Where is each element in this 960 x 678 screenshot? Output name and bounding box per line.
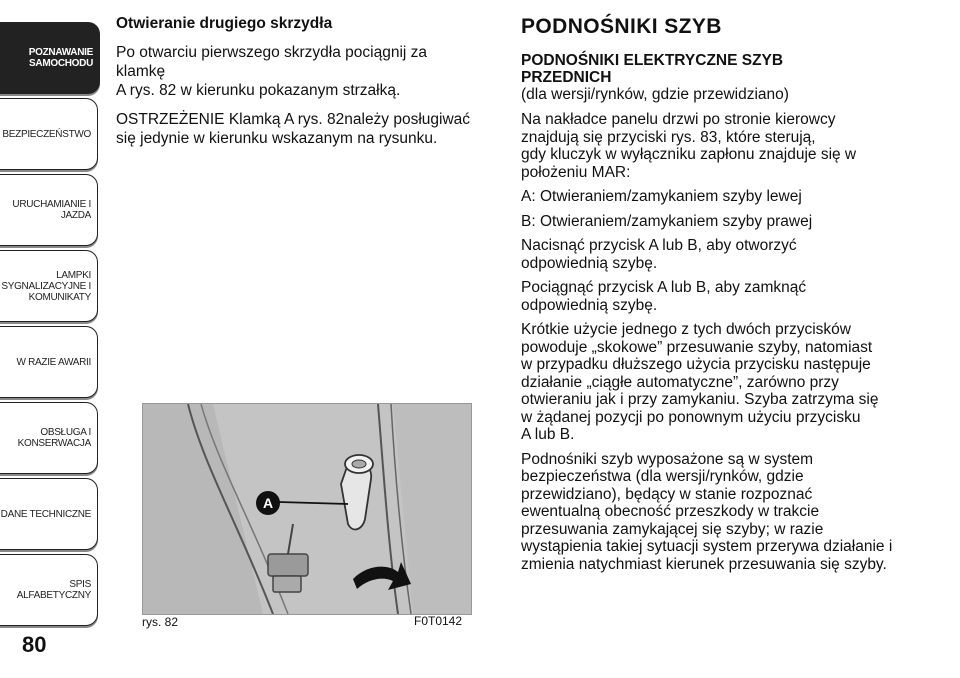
tab-label: OBSŁUGA I KONSERWACJA — [17, 427, 91, 449]
tab-dane-techniczne[interactable] — [0, 478, 98, 550]
left-column — [116, 14, 476, 158]
subsection-title: PODNOŚNIKI ELEKTRYCZNE SZYB PRZEDNICH — [521, 51, 784, 86]
paragraph: Na nakładce panelu drzwi po stronie kierowcy znajdują się przyciski rys. 83, które sterują, gdy kluczyk w wyłączniku zapłonu znajduje się w położeniu MAR: — [521, 111, 857, 181]
section-title: PODNOŚNIKI SZYB — [521, 15, 722, 38]
tab-bezpieczenstwo[interactable] — [0, 98, 98, 170]
paragraph: Podnośniki szyb wyposażone są w system bezpieczeństwa (dla wersji/rynków, gdzie przewidziano), będący w stanie rozpoznać ewentualną obecność przeszkody w trakcie przesuwania zamykającej się szyby; w razie wystąpienia takiej sytuacji system przerywa działanie i zmienia natychmiast kierunek przesuwania się szyby. — [521, 450, 893, 573]
paragraph: Krótkie użycie jednego z tych dwóch przycisków powoduje „skokowe” przesuwanie szyby, natomiast w przypadku dłuższego użycia przycisku następuje działanie „ciągłe automatyczne”, zarówno przy otwieraniu jak i przy zamykaniu. Szyba zatrzyma się w żądanej pozycji po ponownym użyciu przycisku A lub B. — [521, 321, 879, 443]
paragraph: Pociągnąć przycisk A lub B, aby zamknąć odpowiednią szybę. — [521, 279, 807, 314]
tab-uruchamianie-i-jazda[interactable] — [0, 174, 98, 246]
section-heading: Otwieranie drugiego skrzydła — [116, 15, 333, 32]
right-column — [521, 15, 921, 580]
tab-label: BEZPIECZEŃSTWO — [2, 128, 91, 140]
tab-spis-alfabetyczny[interactable] — [0, 554, 98, 626]
page-number: 80 — [22, 632, 47, 657]
tab-label: DANE TECHNICZNE — [0, 508, 91, 520]
tab-lampki-sygnalizacyjne[interactable] — [0, 250, 98, 322]
tab-label: URUCHAMIANIE I JAZDA — [12, 199, 91, 221]
door-handle-illustration — [143, 404, 471, 614]
tab-w-razie-awarii[interactable] — [0, 326, 98, 398]
figure-code: F0T0142 — [414, 614, 463, 628]
warning-paragraph: OSTRZEŻENIE Klamką A rys. 82należy posługiwać się jedynie w kierunku wskazanym na rysunku. — [116, 111, 471, 147]
tab-label: W RAZIE AWARII — [16, 356, 91, 368]
paragraph: Po otwarciu pierwszego skrzydła pociągnij za klamkę A rys. 82 w kierunku pokazanym strzałką. — [116, 44, 428, 99]
paragraph: Nacisnąć przycisk A lub B, aby otworzyć odpowiednią szybę. — [521, 237, 797, 272]
tab-obsluga-i-konserwacja[interactable] — [0, 402, 98, 474]
availability-note: (dla wersji/rynków, gdzie przewidziano) — [521, 85, 789, 103]
paragraph: A: Otwieraniem/zamykaniem szyby lewej — [521, 188, 802, 205]
callout-a-badge: A — [256, 491, 280, 515]
figure-caption: rys. 82 — [142, 615, 179, 629]
figure-door-handle — [142, 403, 472, 615]
tab-poznawanie-samochodu[interactable] — [0, 22, 100, 94]
tab-label: POZNAWANIE SAMOCHODU — [28, 47, 93, 69]
tab-label: SPIS ALFABETYCZNY — [16, 579, 91, 601]
paragraph: B: Otwieraniem/zamykaniem szyby prawej — [521, 212, 813, 230]
tab-label: LAMPKI SYGNALIZACYJNE I KOMUNIKATY — [1, 269, 91, 303]
